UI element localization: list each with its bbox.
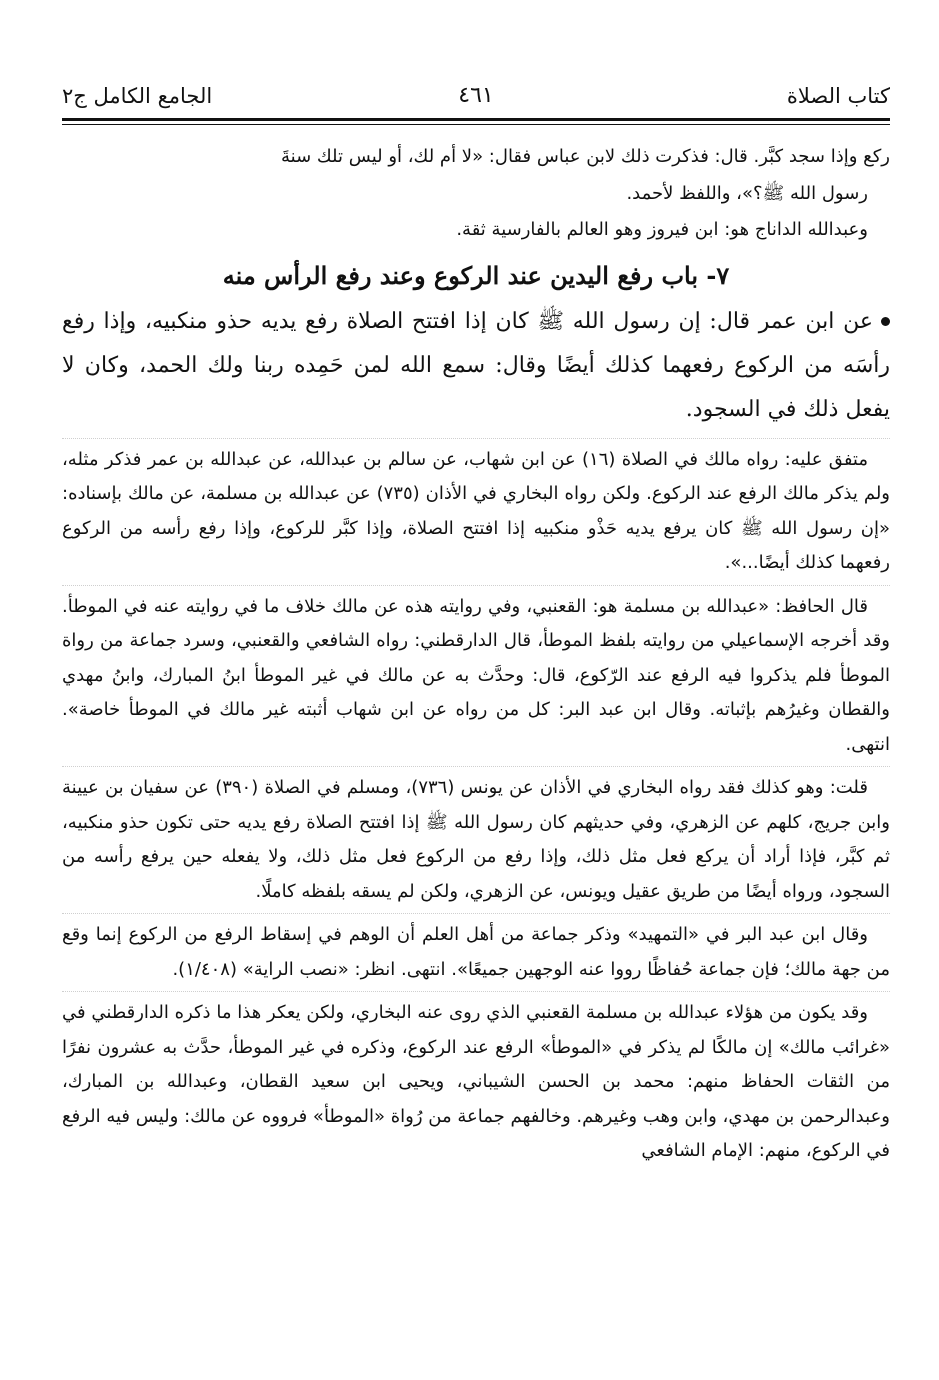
separator [62, 991, 890, 992]
commentary-paragraph: متفق عليه: رواه مالك في الصلاة (١٦) عن ابن شهاب، عن سالم بن عبدالله، عن عبدالله بن عمر فذكر مثله، ولم يذكر مالك الرفع عند الركوع. ولكن رواه البخاري في الأذان (٧٣٥) عن عبدالله بن مسلمة، عن مالك بإسناده: «إن رسول الله ﷺ كان يرفع يديه حَذْو منكبيه إذا افتتح الصلاة، وإذا كبَّر للركوع، وإذا رفع رأسه من الركوع رفعهما كذلك أيضًا...». [62, 448, 890, 573]
separator [62, 913, 890, 914]
commentary-paragraph: وقال ابن عبد البر في «التمهيد» وذكر جماعة من أهل العلم أن الوهم في إسقاط الرفع من الركوع إنما وقع من جهة مالك؛ فإن جماعة حُفاظًا رووا عنه الوجهين جميعًا». انتهى. انظر: «نصب الراية» (١/٤٠٨). [62, 924, 890, 980]
header-rule-thick [62, 118, 890, 121]
intro-line: رسول الله ﷺ؟»، واللفظ لأحمد. [626, 182, 868, 204]
chapter-title: ٧- باب رفع اليدين عند الركوع وعند رفع الرأس منه [222, 260, 730, 290]
separator [62, 438, 890, 439]
page-content [62, 140, 890, 1169]
intro-line: وعبدالله الداناج هو: ابن فيروز وهو العالم بالفارسية ثقة. [456, 219, 868, 240]
intro-line: ركع وإذا سجد كبَّر. قال: فذكرت ذلك لابن عباس فقال: «لا أم لك، أو ليس تلك سنةَ [281, 146, 890, 167]
separator [62, 585, 890, 586]
commentary-paragraph: قلت: وهو كذلك فقد رواه البخاري في الأذان عن يونس (٧٣٦)، ومسلم في الصلاة (٣٩٠) عن سفيان بن عيينة وابن جريج، كلهم عن الزهري، وفي حديثهم كان رسول الله ﷺ إذا افتتح الصلاة رفع يديه حتى تكون حذو منكبيه، ثم كبَّر، فإذا أراد أن يركع فعل مثل ذلك، وإذا رفع من الركوع فعل مثل ذلك، ولا يفعله حين يرفع رأسه من السجود، ورواه أيضًا من طريق عقيل ويونس، عن الزهري، ولكن لم يسقه بلفظه كاملًا. [62, 777, 890, 902]
bullet-icon [881, 317, 890, 326]
header-book-section: كتاب الصلاة [786, 84, 890, 108]
header-book-title: الجامع الكامل ج٢ [62, 84, 213, 108]
running-head [62, 78, 890, 118]
separator [62, 766, 890, 767]
hadith-block [62, 300, 890, 432]
header-rule-thin [62, 124, 890, 125]
commentary-paragraph: وقد يكون من هؤلاء عبدالله بن مسلمة القعنبي الذي روى عنه البخاري، ولكن يعكر هذا ما ذكره الدارقطني في «غرائب مالك» إن مالكًا لم يذكر في «الموطأ» الرفع عند الركوع، وذكره في غير الموطأ، حدَّث به عشرون نفرًا من الثقات الحفاظ منهم: محمد بن الحسن الشيباني، ويحيى ابن سعيد القطان، وعبدالله بن المبارك، وعبدالرحمن بن مهدي، وابن وهب وغيرهم. وخالفهم جماعة من رُواة «الموطأ» فرووه عن مالك: وليس فيه الرفع في الركوع، منهم: الإمام الشافعي [62, 1002, 890, 1161]
header-page-number: ٤٦١ [458, 83, 494, 108]
hadith-text: عن ابن عمر قال: إن رسول الله ﷺ كان إذا افتتح الصلاة رفع يديه حذو منكبيه، وإذا رفع رأسَه من الركوع رفعهما كذلك أيضًا وقال: سمع الله لمن حَمِده ربنا ولك الحمد، وكان لا يفعل ذلك في السجود. [62, 308, 890, 422]
commentary-paragraph: قال الحافظ: «عبدالله بن مسلمة هو: القعنبي، وفي روايته هذه عن مالك خلاف ما في روايته عنه في الموطأ. وقد أخرجه الإسماعيلي من روايته بلفظ الموطأ، قال الدارقطني: رواه الشافعي والقعنبي، وسرد جماعة من رواة الموطأ فلم يذكروا فيه الرفع عند الرّكوع، قال: وحدَّث به عن مالك في غير الموطأ ابنُ المبارك، وابنُ مهدي والقطان وغيرُهم بإثباته. وقال ابن عبد البر: كل من رواه عن ابن شهاب أثبته غير مالك في الموطأ خاصة». انتهى. [62, 595, 890, 755]
